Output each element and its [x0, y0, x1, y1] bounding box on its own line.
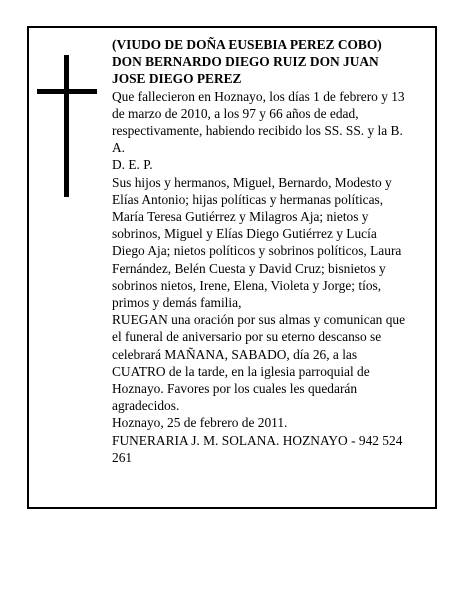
cross-vertical-bar [64, 55, 69, 197]
place-date: Hoznayo, 25 de febrero de 2011. [112, 415, 288, 431]
death-details: Que fallecieron en Hoznayo, los días 1 de febrero y 13 de marzo de 2010, a los 97 y 66 años de edad, respectivamente, habiendo recibido los SS. SS. y la B. A. [112, 88, 405, 156]
rip-line: D. E. P. [112, 157, 153, 173]
widower-header: (VIUDO DE DOÑA EUSEBIA PEREZ COBO) [112, 37, 382, 52]
family-list: Sus hijos y hermanos, Miguel, Bernardo, Modesto y Elías Antonio; hijas políticas y hermanas políticas, María Teresa Gutiérrez y Milagros Aja; nietos y sobrinos, Miguel y Elías Diego Gutiérrez y Lucía Diego Aja; nietos políticos y sobrinos políticos, Laura Fernández, Belén Cuesta y David Cruz; bisnietos y sobrinos nietos, Irene, Elena, Violeta y Jorge; tíos, primos y demás familia, [112, 174, 402, 311]
cross-horizontal-bar [37, 89, 97, 94]
obituary-text [112, 36, 408, 466]
deceased-names: DON BERNARDO DIEGO RUIZ DON JUAN JOSE DIEGO PEREZ [112, 54, 379, 87]
cross-icon [37, 55, 97, 197]
funeral-request: RUEGAN una oración por sus almas y comunican que el funeral de aniversario por su eterno descanso se celebrará MAÑANA, SABADO, día 26, a las CUATRO de la tarde, en la iglesia parroquial de Hoznayo. Favores por los cuales les quedarán agradecidos. [112, 312, 406, 414]
funeral-home: FUNERARIA J. M. SOLANA. HOZNAYO - 942 524 261 [112, 432, 403, 465]
